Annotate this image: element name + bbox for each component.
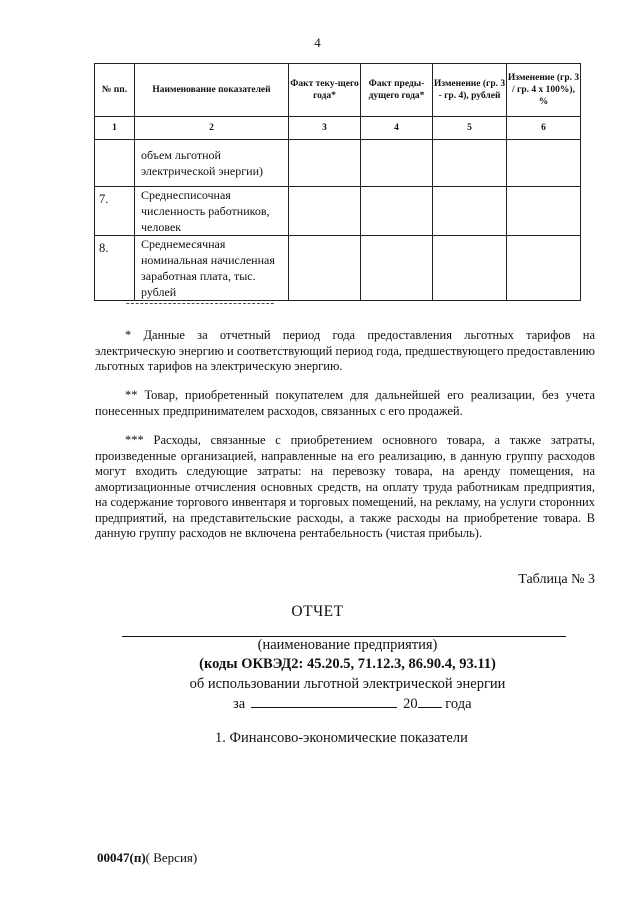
cell-current-year[interactable]	[289, 140, 361, 187]
row-number	[95, 140, 135, 187]
year-blank-field[interactable]	[418, 694, 442, 708]
cell-change-rubles[interactable]	[433, 140, 507, 187]
organization-caption: (наименование предприятия)	[257, 637, 438, 653]
cell-current-year[interactable]	[289, 187, 361, 236]
period-blank-field[interactable]	[251, 694, 397, 708]
footnote-3: *** Расходы, связанные с приобретением основного товара, а также затраты, произведенные организацией, направленные на его реализацию, в данную группу расходов могут входить следующие затраты: на перевозку товара, на аренду помещения, на амортизационные отчисления основных средств, на оплату труда работникам предприятия, на содержание торгового инвентаря и торговых помещений, на рекламу, на услуги сторонних предприятий, на представительские расходы, а также расходы на приобретение товара. В данную группу расходов не включена рентабельность (чистая прибыль).	[95, 433, 595, 540]
column-number: 3	[289, 117, 361, 140]
page-number: 4	[314, 35, 321, 50]
column-number: 1	[95, 117, 135, 140]
col-header-current-year: Факт теку-щего года*	[289, 64, 361, 117]
col-header-name: Наименование показателей	[135, 64, 289, 117]
column-number: 6	[507, 117, 581, 140]
cell-current-year[interactable]	[289, 236, 361, 301]
footnote-separator: --------------------------------	[126, 297, 276, 309]
row-name: объем льготной электрической энергии)	[135, 140, 289, 187]
period-year-prefix: 20	[403, 696, 418, 712]
table-reference: Таблица № 3	[518, 572, 595, 587]
cell-change-percent[interactable]	[507, 187, 581, 236]
footnote-2: ** Товар, приобретенный покупателем для дальнейшей его реализации, без учета понесенных предпринимателем расходов, связанных с его продажей.	[95, 388, 595, 418]
okved-codes: (коды ОКВЭД2: 45.20.5, 71.12.3, 86.90.4, 93.11)	[199, 656, 496, 672]
row-number: 8.	[95, 236, 135, 301]
col-header-previous-year: Факт преды-дущего года*	[361, 64, 433, 117]
cell-change-rubles[interactable]	[433, 236, 507, 301]
document-footer	[97, 850, 197, 866]
table-header-row	[95, 64, 581, 117]
document-version: ( Версия)	[145, 850, 198, 865]
section-title: 1. Финансово-экономические показатели	[215, 730, 468, 746]
indicators-table	[94, 63, 581, 301]
column-number: 2	[135, 117, 289, 140]
cell-change-percent[interactable]	[507, 140, 581, 187]
table-row	[95, 140, 581, 187]
row-number: 7.	[95, 187, 135, 236]
column-number: 5	[433, 117, 507, 140]
report-subject: об использовании льготной электрической энергии	[189, 676, 506, 692]
table-row	[95, 236, 581, 301]
period-prefix: за	[233, 696, 246, 712]
footnote-1: * Данные за отчетный период года предоставления льготных тарифов на электрическую энергию и соответствующий период года, предшествующего предоставлению льготных тарифов на электрическую энергию.	[95, 328, 595, 373]
col-header-change-rubles: Изменение (гр. 3 - гр. 4), рублей	[433, 64, 507, 117]
document-code: 00047(п)	[97, 850, 146, 865]
cell-change-rubles[interactable]	[433, 187, 507, 236]
report-title: ОТЧЕТ	[291, 603, 344, 620]
report-period	[233, 694, 472, 713]
column-number: 4	[361, 117, 433, 140]
row-name: Среднемесячная номинальная начисленная заработная плата, тыс. рублей	[135, 236, 289, 301]
cell-change-percent[interactable]	[507, 236, 581, 301]
cell-previous-year[interactable]	[361, 236, 433, 301]
cell-previous-year[interactable]	[361, 187, 433, 236]
row-name: Среднесписочная численность работников, человек	[135, 187, 289, 236]
cell-previous-year[interactable]	[361, 140, 433, 187]
column-number-row	[95, 117, 581, 140]
col-header-change-percent: Изменение (гр. 3 / гр. 4 х 100%), %	[507, 64, 581, 117]
table-row	[95, 187, 581, 236]
period-suffix: года	[445, 696, 472, 712]
col-header-number: № пп.	[95, 64, 135, 117]
